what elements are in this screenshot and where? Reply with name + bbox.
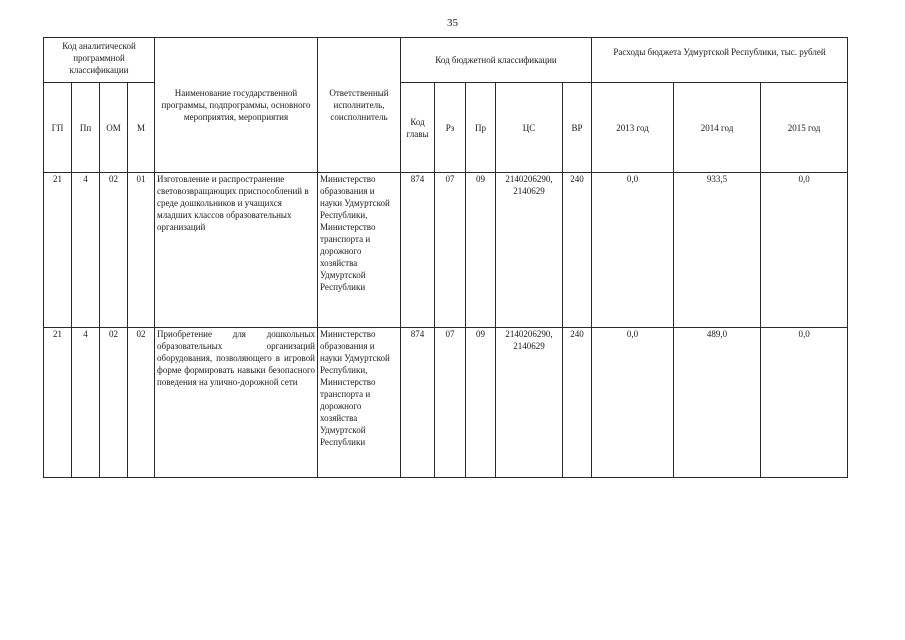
vr-cell: 240 — [563, 173, 592, 328]
cs-header: ЦС — [496, 83, 563, 173]
m-cell: 02 — [128, 328, 155, 478]
year-2015-header: 2015 год — [761, 83, 848, 173]
page-number: 35 — [447, 17, 458, 29]
year-2015-cell: 0,0 — [761, 173, 848, 328]
measure-name-cell: Изготовление и распространение световозвращающих приспособлений в среде дошкольников и учащихся младших классов образовательных организаций — [155, 173, 318, 328]
expenses-group-header: Расходы бюджета Удмуртской Республики, тыс. рублей — [592, 38, 848, 83]
rz-header: Рз — [435, 83, 466, 173]
pp-header: Пп — [72, 83, 100, 173]
vr-cell: 240 — [563, 328, 592, 478]
om-cell: 02 — [100, 328, 128, 478]
year-2014-cell: 489,0 — [674, 328, 761, 478]
year-2015-cell: 0,0 — [761, 328, 848, 478]
vr-header: ВР — [563, 83, 592, 173]
cs-cell: 2140206290, 2140629 — [496, 173, 563, 328]
year-2013-header: 2013 год — [592, 83, 674, 173]
cs-cell: 2140206290, 2140629 — [496, 328, 563, 478]
budget-table — [43, 37, 848, 478]
pp-cell: 4 — [72, 173, 100, 328]
year-2013-cell: 0,0 — [592, 173, 674, 328]
m-cell: 01 — [128, 173, 155, 328]
budget-code-group-header: Код бюджетной классификации — [401, 38, 592, 83]
chapter-code-cell: 874 — [401, 328, 435, 478]
executor-cell: Министерство образования и науки Удмуртской Республики, Министерство транспорта и дорожного хозяйства Удмуртской Республики — [318, 173, 401, 328]
year-2014-cell: 933,5 — [674, 173, 761, 328]
chapter-code-cell: 874 — [401, 173, 435, 328]
rz-cell: 07 — [435, 173, 466, 328]
om-header: ОМ — [100, 83, 128, 173]
table-row — [44, 173, 848, 328]
table-row — [44, 328, 848, 478]
executor-header: Ответственный исполнитель, соисполнитель — [318, 38, 401, 173]
gp-header: ГП — [44, 83, 72, 173]
gp-cell: 21 — [44, 328, 72, 478]
pr-cell: 09 — [466, 173, 496, 328]
om-cell: 02 — [100, 173, 128, 328]
m-header: М — [128, 83, 155, 173]
pp-cell: 4 — [72, 328, 100, 478]
measure-name-cell: Приобретение для дошкольных образовательных организаций оборудования, позволяющего в игровой форме формировать навыки безопасного поведения на улично-дорожной сети — [155, 328, 318, 478]
year-2013-cell: 0,0 — [592, 328, 674, 478]
gp-cell: 21 — [44, 173, 72, 328]
year-2014-header: 2014 год — [674, 83, 761, 173]
name-header: Наименование государственной программы, подпрограммы, основного мероприятия, мероприятия — [155, 38, 318, 173]
rz-cell: 07 — [435, 328, 466, 478]
chapter-code-header: Код главы — [401, 83, 435, 173]
program-code-group-header: Код аналитической программной классификации — [44, 38, 155, 83]
executor-cell: Министерство образования и науки Удмуртской Республики, Министерство транспорта и дорожного хозяйства Удмуртской Республики — [318, 328, 401, 478]
pr-header: Пр — [466, 83, 496, 173]
pr-cell: 09 — [466, 328, 496, 478]
